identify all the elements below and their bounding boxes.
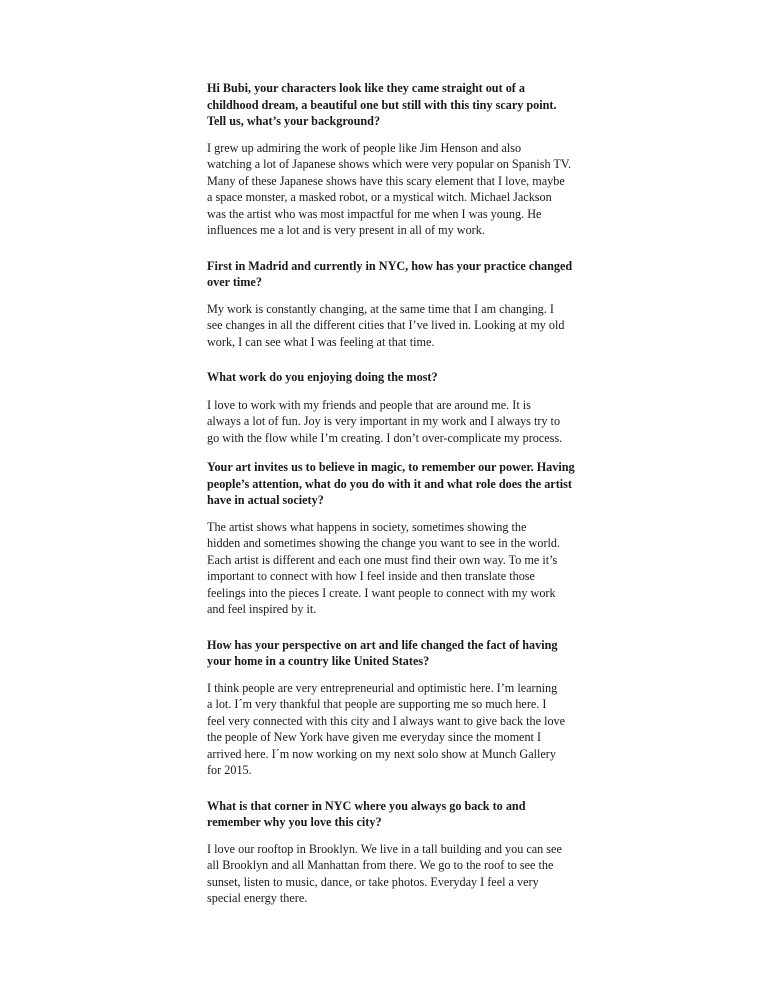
question-4: Your art invites us to believe in magic, to remember our power. Having people’s attention, what do you do with it and what role does the artist have in actual society? <box>207 460 575 507</box>
question-5: How has your perspective on art and life changed the fact of having your home in a country like United States? <box>207 637 558 668</box>
qa-block-5 <box>207 637 566 779</box>
qa-block-3 <box>207 369 563 446</box>
answer-4: The artist shows what happens in society, sometimes showing the hidden and sometimes showing the change you want to see in the world. Each artist is different and each one must find their own way. To me it’s important to connect with how I feel inside and then translate those feelings into the pieces I create. I want people to connect with my work and feel inspired by it. <box>207 519 561 616</box>
answer-3: I love to work with my friends and people that are around me. It is always a lot of fun. Joy is very important in my work and I always try to go with the flow while I’m creating. I don’t over-complicate my process. <box>207 397 563 445</box>
question-6: What is that corner in NYC where you always go back to and remember why you love this city? <box>207 798 526 829</box>
qa-block-4 <box>207 459 575 618</box>
interview-page <box>207 80 575 922</box>
qa-block-6 <box>207 798 562 907</box>
qa-block-2 <box>207 258 573 351</box>
answer-5: I think people are very entrepreneurial and optimistic here. I’m learning a lot. I´m very thankful that people are supporting me so much here. I feel very connected with this city and I always want to give back the love the people of New York have given me everyday since the moment I arrived here. I´m now working on my next solo show at Munch Gallery for 2015. <box>207 680 566 777</box>
qa-block-1 <box>207 80 572 239</box>
question-3: What work do you enjoying doing the most? <box>207 370 438 384</box>
question-1: Hi Bubi, your characters look like they came straight out of a childhood dream, a beautiful one but still with this tiny scary point. Tell us, what’s your background? <box>207 81 557 128</box>
answer-2: My work is constantly changing, at the same time that I am changing. I see changes in all the different cities that I’ve lived in. Looking at my old work, I can see what I was feeling at that time. <box>207 301 565 349</box>
answer-6: I love our rooftop in Brooklyn. We live in a tall building and you can see all Brooklyn and all Manhattan from there. We go to the roof to see the sunset, listen to music, dance, or take photos. Everyday I feel a very special energy there. <box>207 841 562 905</box>
question-2: First in Madrid and currently in NYC, how has your practice changed over time? <box>207 258 573 289</box>
answer-1: I grew up admiring the work of people like Jim Henson and also watching a lot of Japanese shows which were very popular on Spanish TV. Many of these Japanese shows have this scary element that I love, maybe a space monster, a masked robot, or a mystical witch. Michael Jackson was the artist who was most impactful for me when I was young. He influences me a lot and is very present in all of my work. <box>207 140 572 237</box>
